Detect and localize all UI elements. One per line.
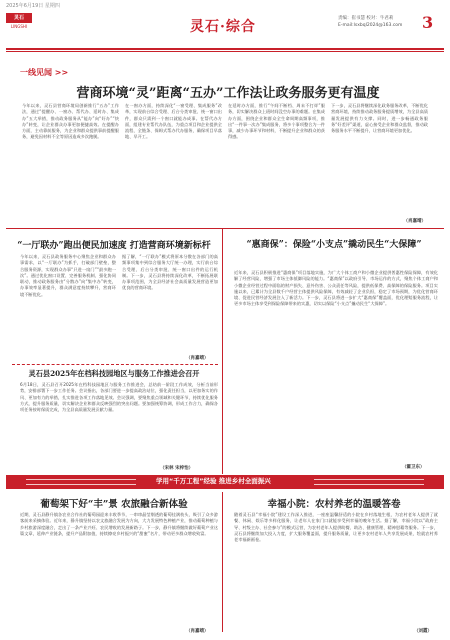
editor-line: 责编：崔书慧 校对：牛君莉 xyxy=(338,16,394,21)
lead-column: 今年以来，灵石县营商环境局创新推行“五办”工作法，通过“提醒办、一窗办、帮代办、延时办、集成办”五大举措，推动政务服务从“能办”向“好办”“快办”转变，让企业群众办事更加便捷高效。在提醒办方面，主动靠前服务，为企业和群众提供事前提醒服务，避免因材料不全等原因造成多次跑腿。 xyxy=(22,103,119,140)
column-divider xyxy=(222,492,223,632)
date-line: 2025年6月19日 星期四 xyxy=(6,3,60,9)
article-d-body: 近期，灵石县静升镇各农业合作社的葡萄园迎来丰收季节，一串串晶莹剔透的葡萄挂满枝头，吸引了众多游客前来采摘体验。近年来，静升镇坚持以农文旅融合发展为方向，大力发展特色种植产业，推动葡萄种植与乡村旅游深度融合，走出了一条产业兴旺、农民增收的发展新路子。下一步，静升镇将继续做好葡萄产业这篇文章，延伸产业链条，提升产品附加值，持续擦亮乡村振兴的“甜蜜”名片，带动更多群众增收致富。 xyxy=(20,512,218,536)
article-e-headline: 幸福小院：农村养老的温暖答卷 xyxy=(267,499,401,510)
article-c-body: 6月18日，灵石县召开2025年在档科技园地区与服务工作推进会，总结前一阶段工作成效，分析当前形势，安排部署下一步工作任务。会议指出，各部门要进一步提高政治站位，强化责任担当，以更加务实的作风、更加有力的举措，扎实推进各项工作落地见效。会议强调，要聚焦重点领域和关键环节，持续优化服务方式，提升服务质量，切实解决企业和群众反映强烈的突出问题。要加强统筹协调，形成工作合力，确保各项任务按时保质完成，为全县高质量发展贡献力量。 xyxy=(20,382,218,413)
article-b-body: 近年来，灵石县积极推进“惠商保”项目落地实施，为广大个体工商户和小微企业提供普惠性保险保障，有效化解了经营风险，增强了市场主体抵御风险的能力。“惠商保”以政府引导、市场运作的方式，聚焦个体工商户和小微企业经营过程中面临的财产损失、意外伤害、公众责任等风险，提供低保费、高保障的保险服务。项目实施以来，已累计为全县数千户经营主体提供风险保障，有效减轻了企业负担，稳定了市场预期，为优化营商环境、促进民营经济发展注入了新活力。下一步，灵石县将进一步扩大“惠商保”覆盖面，优化理赔服务流程，让更多市场主体享受到保险保障带来的实惠，切实以保险“小支点”撬动民生“大保障”。 xyxy=(234,270,438,307)
lead-column: 下一步，灵石县将继续深化政务服务改革，不断优化营商环境，持续推动政务服务提质增效，为全县高质量发展提供有力支撑。同时，进一步畅通政务服务“好差评”渠道，虚心接受企业和群众监督，推动政务服务水平不断提升，让营商环境更加优化。 xyxy=(331,103,428,134)
lead-byline: （肖嘉靖） xyxy=(403,219,426,224)
editor-email: E-mail:lsxbql2024@163.com xyxy=(338,23,403,28)
lead-headline: 营商环境“灵”距离“五办”工作法让政务服务更有温度 xyxy=(76,86,380,101)
masthead xyxy=(0,12,450,48)
section-divider xyxy=(6,228,444,229)
article-b-byline: （霍卫东） xyxy=(402,465,425,470)
header-rule xyxy=(6,48,444,50)
logo-subtitle: LINGSHI xyxy=(10,24,28,29)
column-divider xyxy=(222,228,223,474)
dashed-divider xyxy=(12,364,218,365)
page-number: 3 xyxy=(422,13,434,32)
article-d-byline: （肖嘉靖） xyxy=(186,629,209,634)
article-c-byline: （宋林 宋梓怡） xyxy=(160,466,194,471)
column-tag: 一线见闻 >> xyxy=(20,68,69,77)
header-rule-thin xyxy=(6,51,444,52)
lead-body xyxy=(22,103,428,221)
lead-column: 在延时办方面，推行“午间不断档、周末不打烊”服务，切实解决群众上班时间没空办事的难题。在集成办方面，围绕企业和群众全生命周期高频事项，推出“一件事一次办”集成服务，将多个事项整合为一件事，减少办事环节和材料，不断提升企业和群众的获得感。 xyxy=(228,103,325,140)
article-a-column: 今年以来，灵石县政务服务中心聚焦企业和群众办事需求，以“一厅联办”为抓手，打破部门壁垒，整合服务资源，实现群众办事“只进一扇门”“最多跑一次”。通过优化窗口设置、完善服务机制、强化协同联动，推动政务服务由“分散办”向“集中办”转变，办事效率显著提升，群众满意度持续攀升，营商环境不断优化。 xyxy=(20,254,116,297)
banner-ornament xyxy=(314,479,424,485)
article-b-headline: “惠商保”：保险“小支点”撬动民生“大保障” xyxy=(246,240,422,250)
lead-column: 在一窗办方面，持续深化“一窗受理、集成服务”改革，实现前台综合受理、后台分类审批、统一窗口出件，群众只需到一个窗口就能办成事。在帮代办方面，组建专业帮代办队伍，为重点项目和企业提供全流程、全链条、保姆式帮办代办服务，确保项目早落地、早开工。 xyxy=(125,103,222,140)
article-a-column: 据了解，“一厅联办”模式将原本分散在各部门的高频事项集中到综合服务大厅统一办理，实行前台综合受理、后台分类审批、统一窗口出件的运行机制。下一步，灵石县将持续深化改革，不断拓展联办事项范围，为全县经济社会高质量发展营造更加优良的营商环境。 xyxy=(122,254,218,291)
newspaper-logo: 灵石 xyxy=(6,13,32,23)
section-title: 灵石·综合 xyxy=(190,19,256,35)
article-e-byline: （刘霞） xyxy=(414,629,432,634)
topic-banner xyxy=(6,475,444,489)
article-a-headline: “一厅联办”跑出便民加速度 打造营商环境新标杆 xyxy=(17,241,211,251)
article-a-byline: （肖嘉靖） xyxy=(186,356,209,361)
banner-ornament xyxy=(26,479,136,485)
article-d-headline: 葡萄架下好“丰”景 农旅融合新体验 xyxy=(40,499,188,510)
article-e-body: 随着灵石县“幸福小院”建设工作深入推进，一座座温馨舒适的小院在乡村落地生根，为农村老年人提供了就餐、休闲、娱乐等多样化服务，让老年人在家门口就能享受到幸福的晚年生活。据了解，幸福小院以“政府主导、村级主办、社会参与”的模式运营，为农村老年人提供助餐、助洁、健康管理、精神慰藉等服务。下一步，灵石县将继续加大投入力度，扩大服务覆盖面，提升服务质量，让更多农村老年人共享发展成果，绘就农村养老幸福新画卷。 xyxy=(234,512,438,543)
article-c-headline: 灵石县2025年在档科技园地区与服务工作推进会召开 xyxy=(28,369,200,378)
banner-text: 学用“千万工程”经验 推进乡村全面振兴 xyxy=(156,477,271,485)
editor-info xyxy=(338,15,402,29)
